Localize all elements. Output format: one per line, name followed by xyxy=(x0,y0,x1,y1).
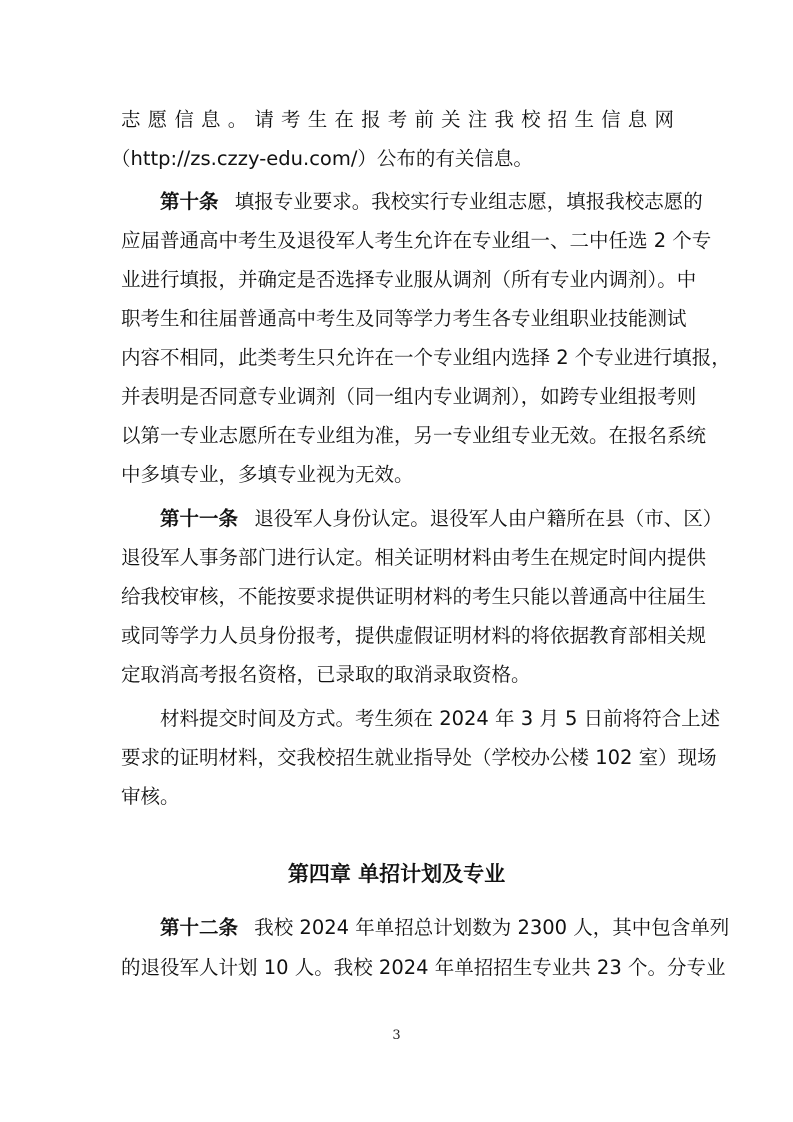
text-line: 退役军人事务部门进行认定。相关证明材料由考生在规定时间内提供 xyxy=(121,546,707,569)
article-12 xyxy=(160,915,729,941)
article-text: 填报专业要求。我校实行专业组志愿，填报我校志愿的 xyxy=(234,190,703,213)
article-text: 退役军人身份认定。退役军人由户籍所在县（市、区） xyxy=(254,507,723,530)
chapter-heading: 第四章 单招计划及专业 xyxy=(287,862,506,886)
text-line: 应届普通高中考生及退役军人考生允许在专业组一、二中任选 2 个专 xyxy=(121,229,712,252)
text-line: 审核。 xyxy=(121,785,180,808)
article-label: 第十条 xyxy=(160,190,219,213)
page-number: 3 xyxy=(392,1028,401,1043)
text-line: （http://zs.czzy-edu.com/）公布的有关信息。 xyxy=(111,147,533,170)
article-label: 第十一条 xyxy=(160,507,239,530)
text-line: 给我校审核，不能按要求提供证明材料的考生只能以普通高中往届生 xyxy=(121,585,707,608)
article-text: 我校 2024 年单招总计划数为 2300 人，其中包含单列 xyxy=(254,916,730,939)
article-11 xyxy=(160,506,722,532)
text-line: 职考生和往届普通高中考生及同等学力考生各专业组职业技能测试 xyxy=(121,307,687,330)
text-line: 以第一专业志愿所在专业组为准，另一专业组专业无效。在报名系统 xyxy=(121,424,707,447)
text-line: 要求的证明材料，交我校招生就业指导处（学校办公楼 102 室）现场 xyxy=(121,746,717,769)
text-line: 或同等学力人员身份报考，提供虚假证明材料的将依据教育部相关规 xyxy=(121,624,707,647)
text-line: 志愿信息。请考生在报考前关注我校招生信息网 xyxy=(121,108,674,131)
text-line: 定取消高考报名资格，已录取的取消录取资格。 xyxy=(121,663,531,686)
article-label: 第十二条 xyxy=(160,916,239,939)
text-line: 内容不相同，此类考生只允许在一个专业组内选择 2 个专业进行填报， xyxy=(121,346,731,369)
article-10 xyxy=(160,189,703,215)
text-line: 业进行填报，并确定是否选择专业服从调剂（所有专业内调剂）。中 xyxy=(121,268,697,291)
text-line: 材料提交时间及方式。考生须在 2024 年 3 月 5 日前将符合上述 xyxy=(160,707,721,730)
text-line: 的退役军人计划 10 人。我校 2024 年单招招生专业共 23 个。分专业 xyxy=(121,956,726,979)
text-line: 并表明是否同意专业调剂（同一组内专业调剂），如跨专业组报考则 xyxy=(121,385,697,408)
text-line: 中多填专业，多填专业视为无效。 xyxy=(121,463,414,486)
